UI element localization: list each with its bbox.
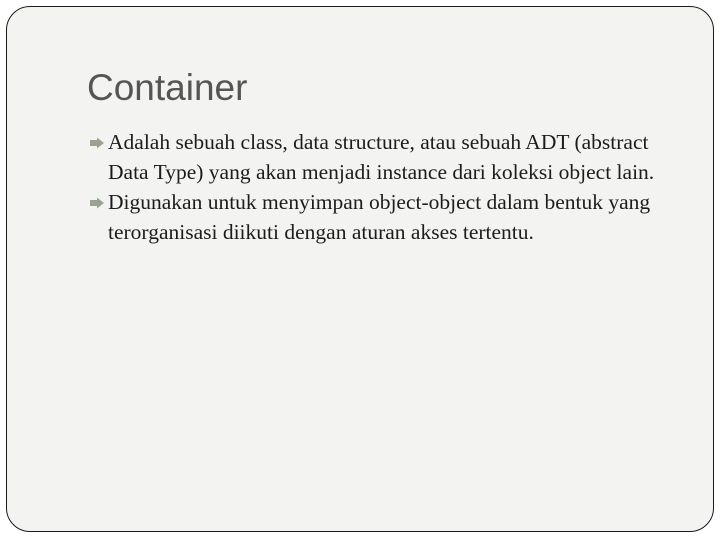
bullet-list <box>87 127 687 247</box>
bullet-arrow-icon <box>89 197 105 209</box>
bullet-text: Adalah sebuah class, data structure, atau sebuah ADT (abstract Data Type) yang akan menjadi instance dari koleksi object lain. <box>108 130 655 184</box>
bullet-item-container-usage <box>87 187 687 247</box>
bullet-item-container-definition <box>87 127 687 187</box>
bullet-text: Digunakan untuk menyimpan object-object dalam bentuk yang terorganisasi diikuti dengan aturan akses tertentu. <box>108 190 651 244</box>
slide-title: Container <box>87 67 248 108</box>
slide-frame <box>6 6 714 532</box>
bullet-arrow-icon <box>89 137 105 149</box>
